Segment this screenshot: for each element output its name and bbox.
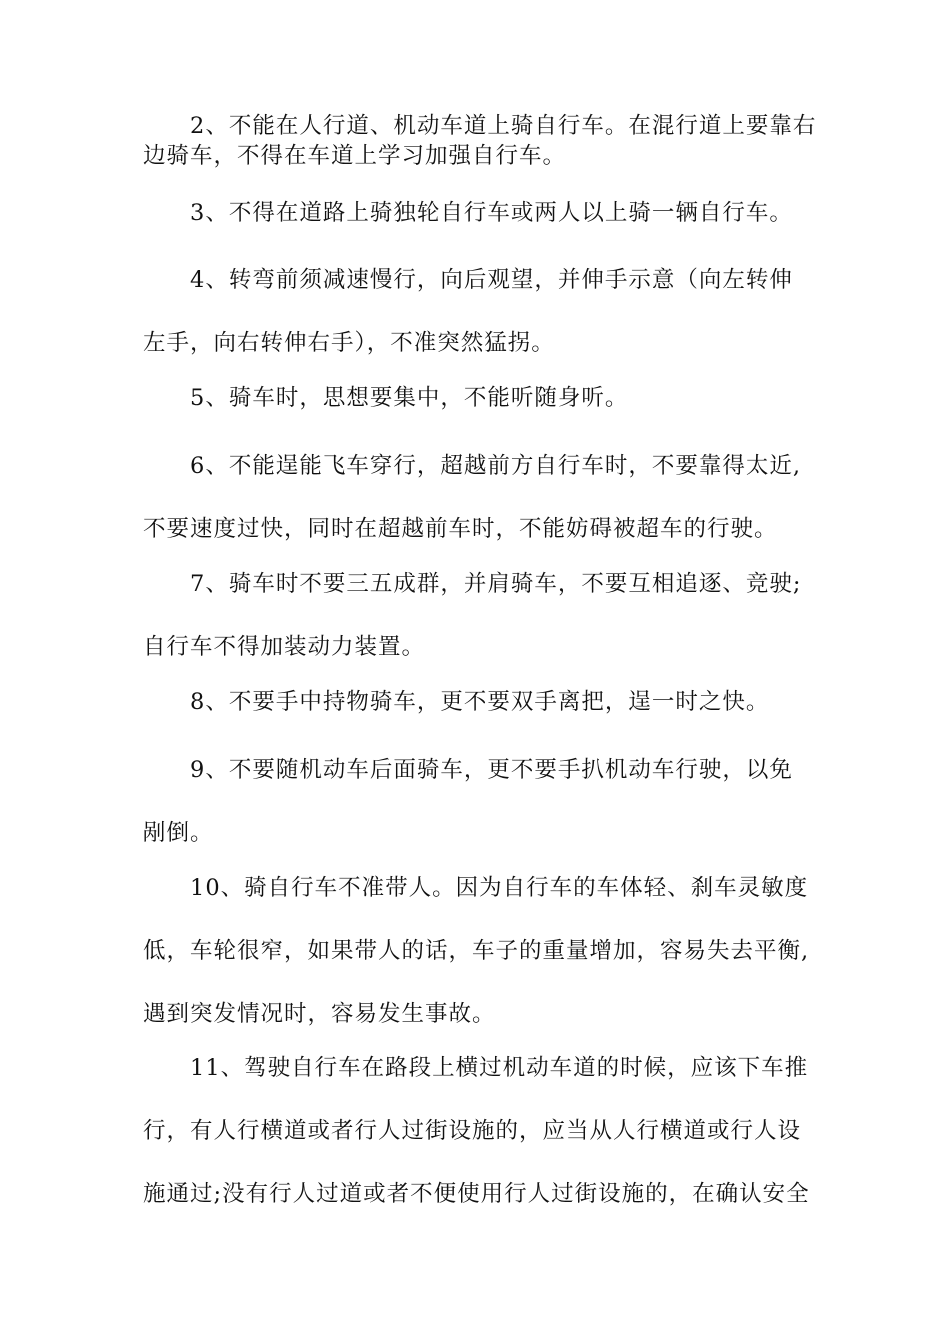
paragraph-item-11 [143, 1037, 823, 1226]
paragraph-item-2 [143, 111, 823, 171]
paragraph-line: 7、骑车时不要三五成群，并肩骑车，不要互相追逐、竞驶; [143, 571, 802, 597]
paragraph-line: 2、不能在人行道、机动车道上骑自行车。在混行道上要靠右 [143, 113, 817, 139]
paragraph-line: 剐倒。 [143, 820, 214, 846]
paragraph-line: 自行车不得加装动力装置。 [143, 634, 426, 660]
paragraph-item-8 [143, 671, 823, 734]
paragraph-item-4 [143, 249, 823, 375]
paragraph-line: 遇到突发情况时，容易发生事故。 [143, 1001, 496, 1027]
paragraph-line: 边骑车，不得在车道上学习加强自行车。 [143, 143, 567, 169]
paragraph-line: 10、骑自行车不准带人。因为自行车的车体轻、刹车灵敏度 [143, 875, 809, 901]
paragraph-item-3 [143, 182, 823, 245]
paragraph-line: 4、转弯前须减速慢行，向后观望，并伸手示意（向左转伸 [143, 267, 793, 293]
paragraph-line: 5、骑车时，思想要集中，不能听随身听。 [143, 385, 629, 411]
paragraph-item-7 [143, 553, 823, 679]
paragraph-line: 6、不能逞能飞车穿行，超越前方自行车时，不要靠得太近, [143, 453, 801, 479]
paragraph-line: 8、不要手中持物骑车，更不要双手离把，逞一时之快。 [143, 689, 770, 715]
paragraph-line: 施通过;没有行人过道或者不便使用行人过街设施的，在确认安全 [143, 1181, 810, 1207]
paragraph-line: 3、不得在道路上骑独轮自行车或两人以上骑一辆自行车。 [143, 200, 793, 226]
paragraph-line: 不要速度过快，同时在超越前车时，不能妨碍被超车的行驶。 [143, 516, 778, 542]
paragraph-line: 9、不要随机动车后面骑车，更不要手扒机动车行驶，以免 [143, 757, 793, 783]
paragraph-line: 左手，向右转伸右手），不准突然猛拐。 [143, 330, 555, 356]
paragraph-item-10 [143, 857, 823, 1046]
paragraph-item-9 [143, 739, 823, 865]
paragraph-item-5 [143, 367, 823, 430]
paragraph-line: 11、驾驶自行车在路段上横过机动车道的时候，应该下车推 [143, 1055, 809, 1081]
paragraph-item-6 [143, 435, 823, 561]
paragraph-line: 低，车轮很窄，如果带人的话，车子的重量增加，容易失去平衡, [143, 938, 810, 964]
paragraph-line: 行，有人行横道或者行人过街设施的，应当从人行横道或行人设 [143, 1118, 802, 1144]
